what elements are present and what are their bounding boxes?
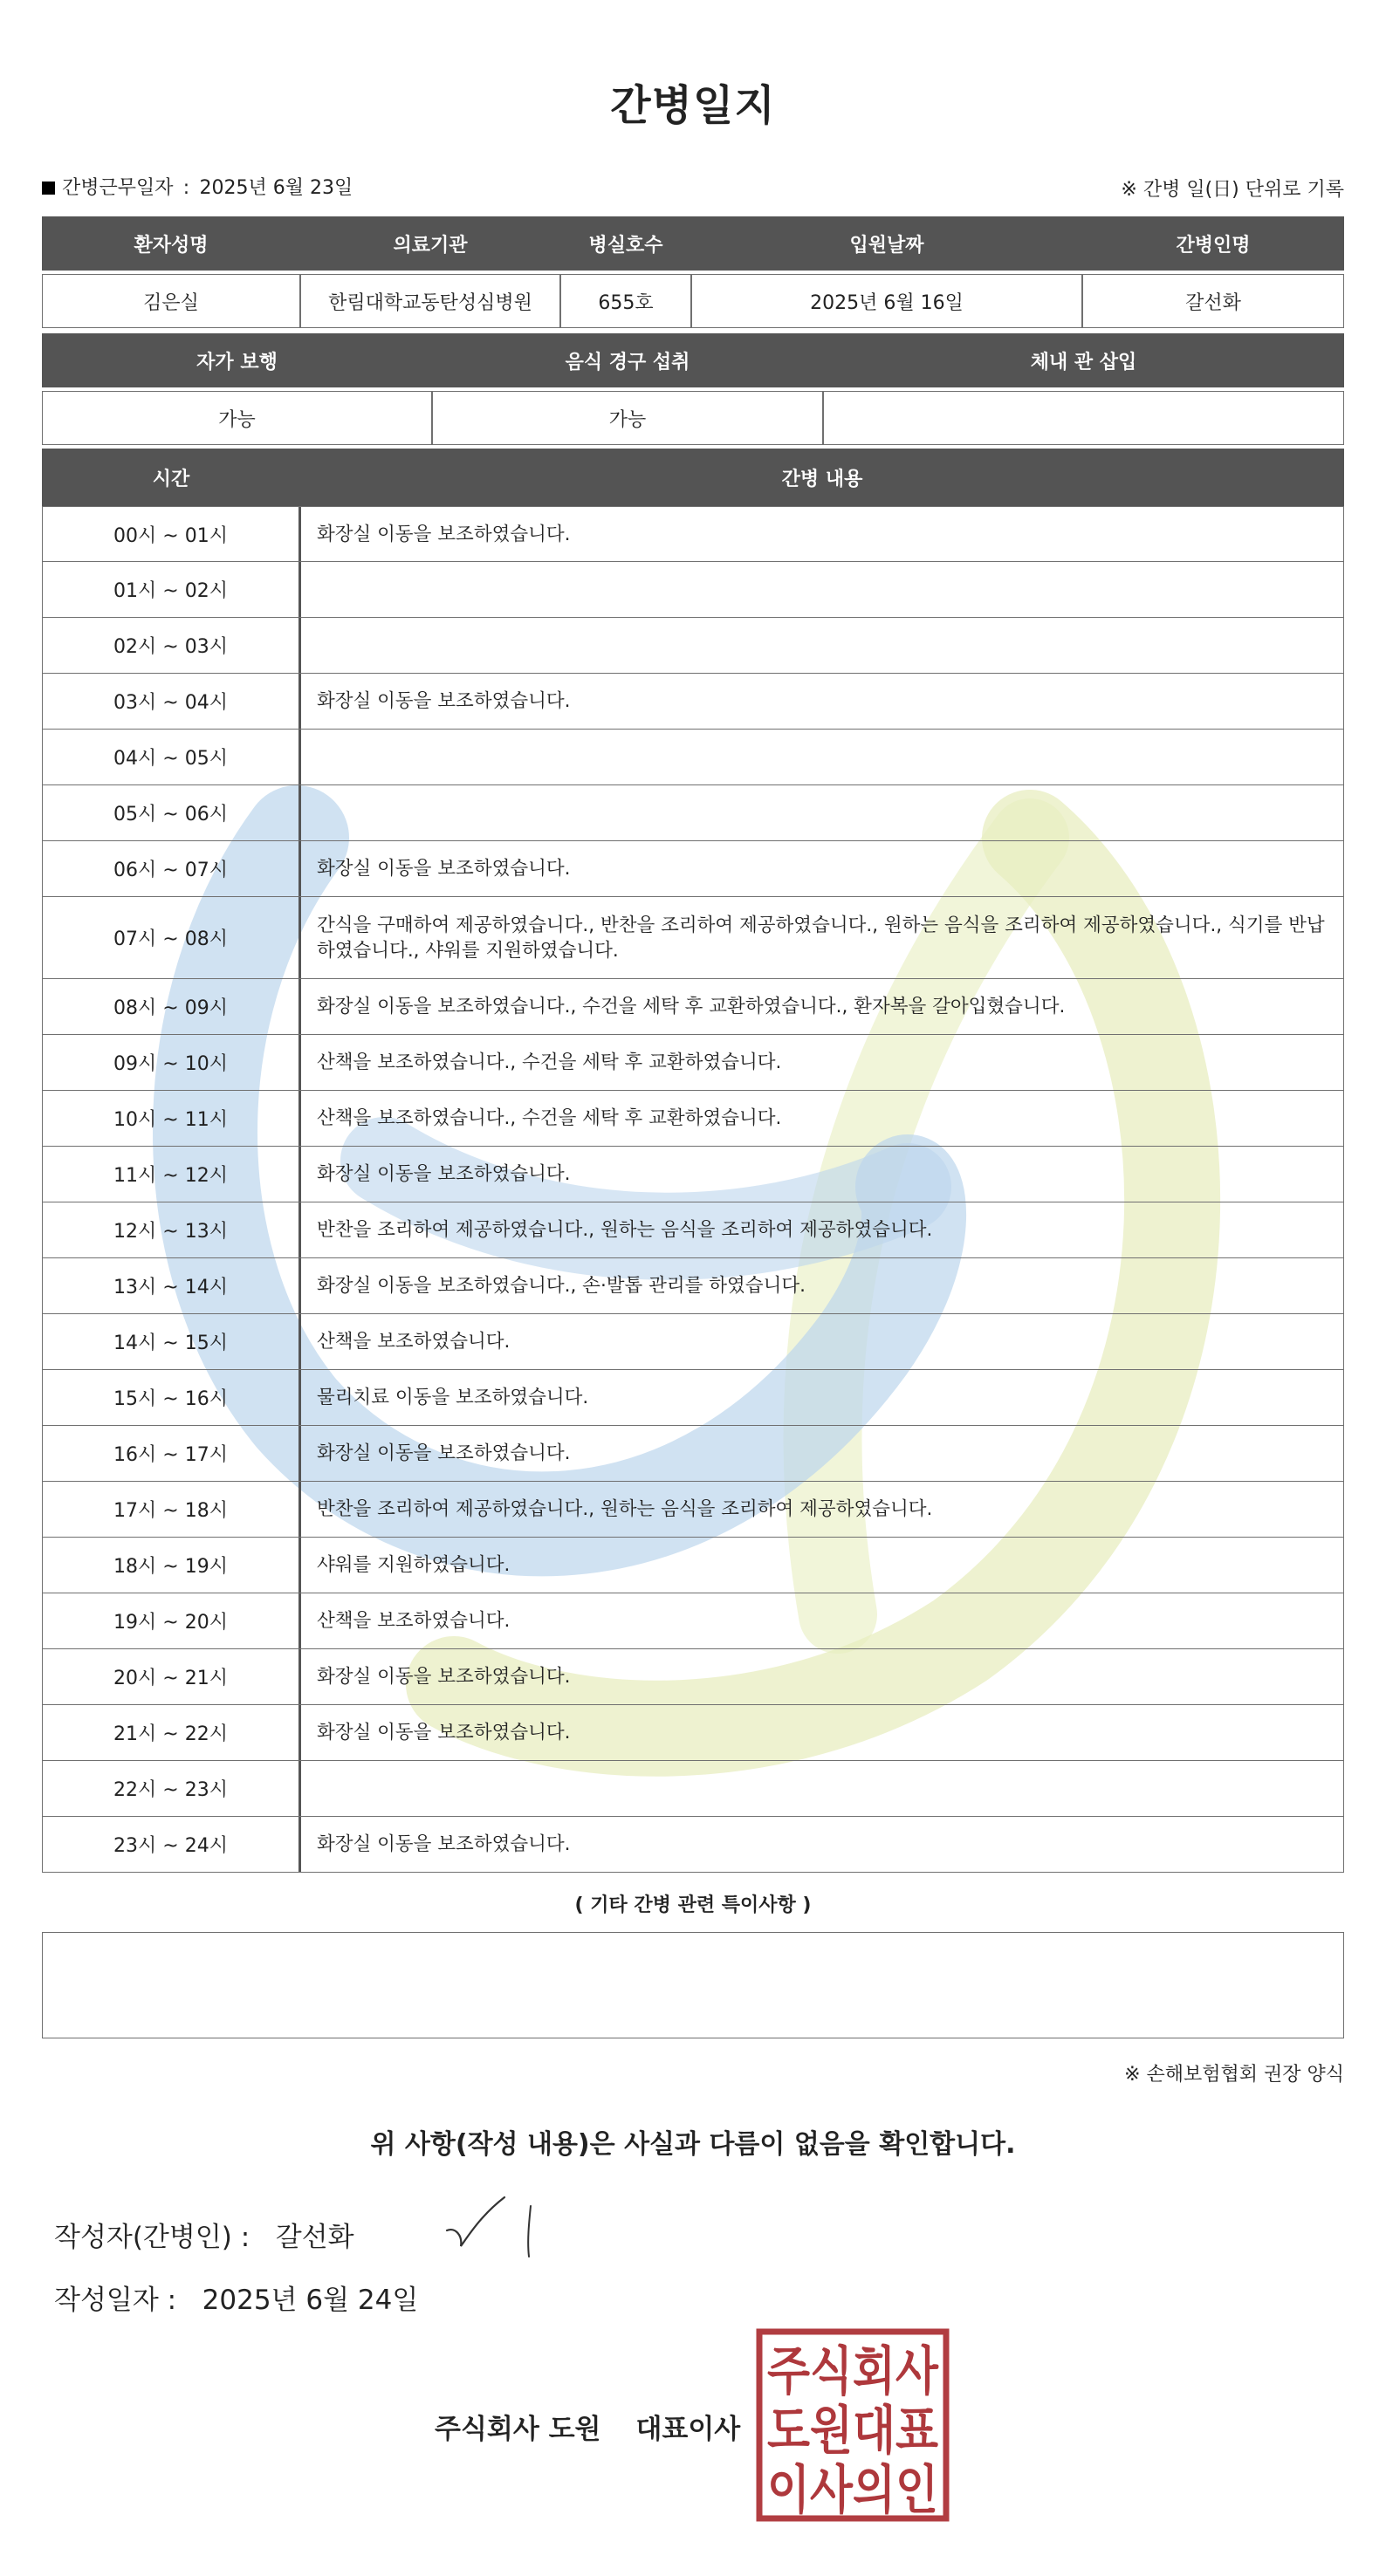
time-cell: 15시 ~ 16시 [43,1370,301,1425]
notes-box [42,1932,1344,2038]
content-cell [301,730,1343,784]
table-row [42,562,1344,618]
tube-insertion-value [823,391,1344,445]
content-cell: 간식을 구매하여 제공하였습니다., 반찬을 조리하여 제공하였습니다., 원하는 음식을 조리하여 제공하였습니다., 식기를 반납하였습니다., 샤워를 지원하였습니다. [317,914,1325,962]
content-cell: 산책을 보조하였습니다., 수건을 세탁 후 교환하였습니다. [317,1107,782,1129]
time-cell: 07시 ~ 08시 [43,897,301,978]
time-cell: 06시 ~ 07시 [43,841,301,896]
content-cell: 산책을 보조하였습니다., 수건을 세탁 후 교환하였습니다. [317,1052,782,1073]
header-patient-name: 환자성명 [42,216,300,271]
care-date-label: 간병근무일자 [62,177,174,199]
time-cell: 20시 ~ 21시 [43,1649,301,1704]
content-cell [301,618,1343,673]
admit-date: 2025년 6월 16일 [691,274,1082,328]
time-cell: 11시 ~ 12시 [43,1147,301,1202]
written-date: 2025년 6월 24일 [202,2285,419,2316]
table-row [42,1817,1344,1873]
header-oral-intake: 음식 경구 섭취 [432,333,823,387]
content-cell: 반찬을 조리하여 제공하였습니다., 원하는 음식을 조리하여 제공하였습니다. [317,1219,933,1241]
table-row [42,1593,1344,1649]
written-date-label: 작성일자 : [54,2285,177,2316]
time-cell: 23시 ~ 24시 [43,1817,301,1872]
writer-name: 갈선화 [275,2222,354,2253]
self-walking-value: 가능 [42,391,432,445]
header-tube-insertion: 체내 관 삽입 [823,333,1344,387]
table-row [42,1091,1344,1147]
time-cell: 22시 ~ 23시 [43,1761,301,1816]
company-role: 대표이사 [635,2414,741,2445]
content-cell: 화장실 이동을 보조하였습니다. [317,858,571,880]
patient-ability-table [42,333,1344,445]
time-cell: 01시 ~ 02시 [43,562,301,617]
care-date-separator: : [182,177,190,199]
content-cell: 화장실 이동을 보조하였습니다., 손·발톱 관리를 하였습니다. [317,1275,806,1297]
oral-intake-value: 가능 [432,391,823,445]
bullet-square-icon [42,182,55,195]
company-name: 주식회사 도원 [435,2414,601,2445]
header-room: 병실호수 [560,216,691,271]
time-cell: 05시 ~ 06시 [43,785,301,840]
content-cell: 샤워를 지원하였습니다. [317,1554,511,1576]
signature-image [443,2189,541,2260]
seal-text: 주식회사 [767,2341,939,2402]
header-care-content: 간병 내용 [300,449,1344,506]
time-cell: 00시 ~ 01시 [43,507,301,561]
content-cell: 화장실 이동을 보조하였습니다. [317,690,571,712]
unit-note: ※ 간병 일(日) 단위로 기록 [1121,179,1344,201]
table-row [42,1649,1344,1705]
time-cell: 16시 ~ 17시 [43,1426,301,1481]
seal-text: 이사의인 [767,2460,938,2521]
table-row [42,730,1344,785]
time-cell: 10시 ~ 11시 [43,1091,301,1146]
table-row [42,1482,1344,1538]
patient-name: 김은실 [42,274,300,328]
header-self-walking: 자가 보행 [42,333,432,387]
time-cell: 09시 ~ 10시 [43,1035,301,1090]
time-cell: 17시 ~ 18시 [43,1482,301,1537]
content-cell: 화장실 이동을 보조하였습니다. [317,1163,571,1185]
written-date-line [54,2278,418,2317]
confirmation-statement: 위 사항(작성 내용)은 사실과 다름이 없음을 확인합니다. [370,2129,1016,2160]
table-row [42,618,1344,674]
table-row [42,1705,1344,1761]
care-log-rows [42,506,1344,1873]
time-cell: 14시 ~ 15시 [43,1314,301,1369]
time-cell: 02시 ~ 03시 [43,618,301,673]
header-time: 시간 [42,449,300,506]
content-cell: 화장실 이동을 보조하였습니다. [317,1666,571,1688]
header-caregiver: 간병인명 [1082,216,1344,271]
table-row [42,1426,1344,1482]
company-seal-stamp [756,2328,950,2522]
table-row [42,785,1344,841]
table-row [42,897,1344,979]
page-title: 간병일지 [610,81,776,130]
recommend-note: ※ 손해보험협회 권장 양식 [1124,2064,1344,2086]
writer-label: 작성자(간병인) : [54,2222,250,2253]
table-row [42,1370,1344,1426]
time-cell: 19시 ~ 20시 [43,1593,301,1648]
header-admit-date: 입원날짜 [691,216,1082,271]
hospital-name: 한림대학교동탄성심병원 [300,274,560,328]
seal-text: 도원대표 [767,2401,939,2462]
time-cell: 03시 ~ 04시 [43,674,301,729]
care-date-line [42,173,353,200]
time-cell: 21시 ~ 22시 [43,1705,301,1760]
time-cell: 04시 ~ 05시 [43,730,301,784]
table-row [42,1538,1344,1593]
time-cell: 13시 ~ 14시 [43,1258,301,1313]
content-cell: 화장실 이동을 보조하였습니다. [317,1442,571,1464]
content-cell: 물리치료 이동을 보조하였습니다. [317,1387,589,1408]
company-line [435,2407,740,2446]
content-cell: 화장실 이동을 보조하였습니다., 수건을 세탁 후 교환하였습니다., 환자복을 갈아입혔습니다. [317,996,1066,1017]
content-cell [301,785,1343,840]
content-cell: 산책을 보조하였습니다. [317,1610,511,1632]
content-cell: 산책을 보조하였습니다. [317,1331,511,1353]
header-hospital: 의료기관 [300,216,560,271]
time-cell: 18시 ~ 19시 [43,1538,301,1593]
content-cell: 반찬을 조리하여 제공하였습니다., 원하는 음식을 조리하여 제공하였습니다. [317,1498,933,1520]
time-cell: 08시 ~ 09시 [43,979,301,1034]
content-cell: 화장실 이동을 보조하였습니다. [317,1833,571,1855]
content-cell [301,562,1343,617]
room-number: 655호 [560,274,691,328]
time-cell: 12시 ~ 13시 [43,1202,301,1257]
care-log-table [42,449,1344,1873]
table-row [42,674,1344,730]
table-row [42,1035,1344,1091]
table-row [42,506,1344,562]
table-row [42,1258,1344,1314]
content-cell: 화장실 이동을 보조하였습니다. [317,523,571,545]
notes-title: ( 기타 간병 관련 특이사항 ) [574,1894,812,1916]
table-row [42,1314,1344,1370]
content-cell: 화장실 이동을 보조하였습니다. [317,1722,571,1744]
content-cell [301,1761,1343,1816]
table-row [42,979,1344,1035]
patient-info-table [42,216,1344,328]
care-date-value: 2025년 6월 23일 [199,177,353,199]
table-row [42,841,1344,897]
writer-line [54,2215,354,2254]
table-row [42,1147,1344,1202]
table-row [42,1761,1344,1817]
caregiver-name: 갈선화 [1082,274,1344,328]
table-row [42,1202,1344,1258]
